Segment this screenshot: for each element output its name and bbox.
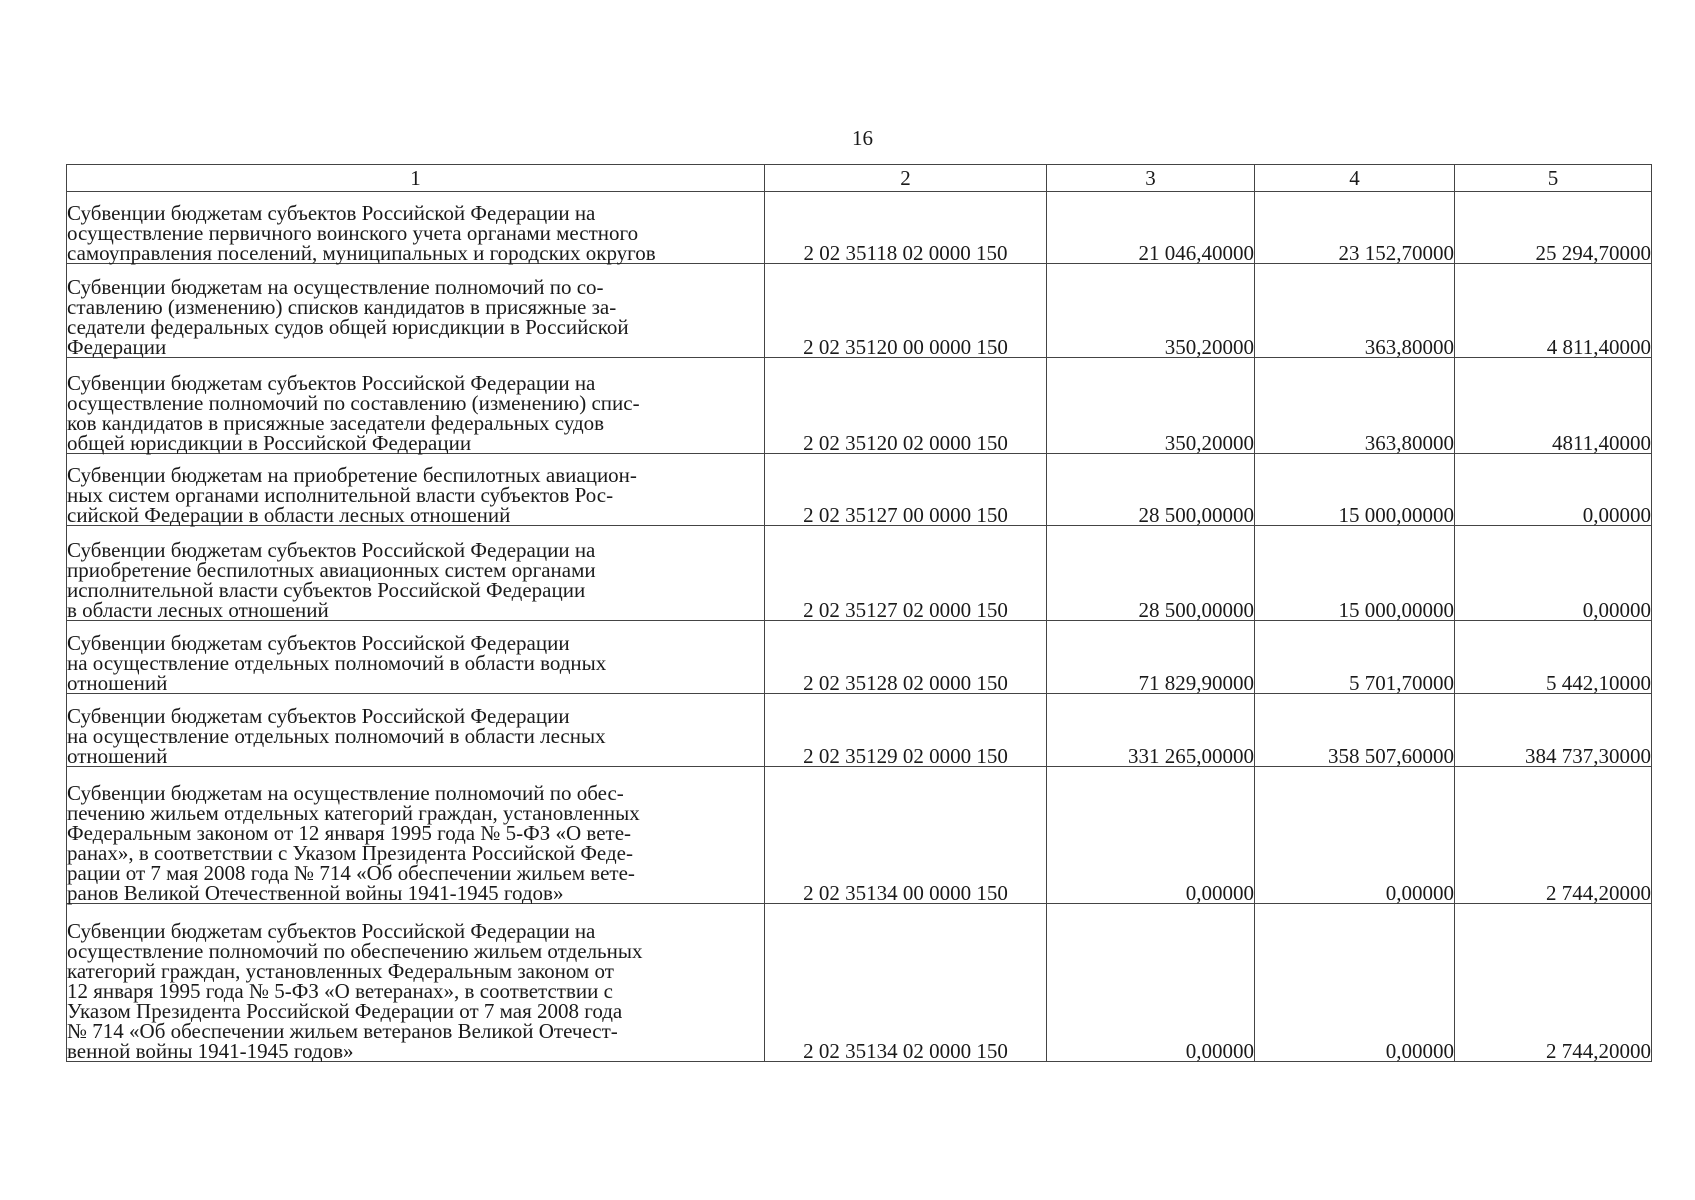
description-line: печению жильем отдельных категорий граждан, установленных [67,801,640,825]
description-line: рации от 7 мая 2008 года № 714 «Об обеспечении жильем вете- [67,861,635,885]
row-description [67,767,765,904]
value-col-3: 21 046,40000 [1047,192,1255,264]
row-description [67,904,765,1062]
column-header: 1 [67,165,765,192]
value-col-5: 384 737,30000 [1455,694,1652,767]
description-line: осуществление полномочий по составлению (изменению) спис- [67,391,640,415]
row-description [67,192,765,264]
value-col-3: 28 500,00000 [1047,454,1255,526]
description-line: общей юрисдикции в Российской Федерации [67,431,472,455]
value-col-3: 28 500,00000 [1047,526,1255,621]
description-line: седатели федеральных судов общей юрисдикции в Российской [67,315,629,339]
table-row [67,358,1652,454]
table-row [67,621,1652,694]
description-line: осуществление первичного воинского учета органами местного [67,221,639,245]
description-line: сийской Федерации в области лесных отношений [67,503,511,527]
budget-code: 2 02 35134 02 0000 150 [765,904,1047,1062]
value-col-5: 2 744,20000 [1455,767,1652,904]
value-col-3: 350,20000 [1047,264,1255,358]
description-line: отношений [67,744,168,768]
row-description [67,694,765,767]
value-col-5: 4811,40000 [1455,358,1652,454]
description-line: венной войны 1941-1945 годов» [67,1039,354,1063]
description-line: 12 января 1995 года № 5-ФЗ «О ветеранах», в соответствии с [67,979,613,1003]
description-line: осуществление полномочий по обеспечению жильем отдельных [67,939,643,963]
description-line: ставлению (изменению) списков кандидатов в присяжные за- [67,295,617,319]
value-col-4: 23 152,70000 [1255,192,1455,264]
row-description [67,621,765,694]
description-line: Субвенции бюджетам на осуществление полномочий по обес- [67,781,624,805]
description-line: ранов Великой Отечественной войны 1941-1945 годов» [67,881,564,905]
value-col-4: 15 000,00000 [1255,526,1455,621]
description-line: категорий граждан, установленных Федеральным законом от [67,959,614,983]
description-line: Субвенции бюджетам на приобретение беспилотных авиацион- [67,463,637,487]
description-line: приобретение беспилотных авиационных систем органами [67,558,596,582]
value-col-3: 331 265,00000 [1047,694,1255,767]
value-col-5: 25 294,70000 [1455,192,1652,264]
value-col-4: 363,80000 [1255,264,1455,358]
value-col-3: 350,20000 [1047,358,1255,454]
description-line: Субвенции бюджетам субъектов Российской Федерации [67,631,570,655]
value-col-5: 4 811,40000 [1455,264,1652,358]
value-col-5: 5 442,10000 [1455,621,1652,694]
budget-code: 2 02 35118 02 0000 150 [765,192,1047,264]
column-header: 3 [1047,165,1255,192]
column-header: 5 [1455,165,1652,192]
description-line: ранах», в соответствии с Указом Президента Российской Феде- [67,841,633,865]
page-number: 16 [852,126,873,150]
description-line: Субвенции бюджетам субъектов Российской Федерации на [67,538,596,562]
description-line: в области лесных отношений [67,598,329,622]
table-row [67,694,1652,767]
table-header-row [67,165,1652,192]
budget-code: 2 02 35120 02 0000 150 [765,358,1047,454]
description-line: самоуправления поселений, муниципальных и городских округов [67,241,656,265]
table-row [67,904,1652,1062]
value-col-4: 363,80000 [1255,358,1455,454]
column-header: 2 [765,165,1047,192]
description-line: отношений [67,671,168,695]
description-line: Субвенции бюджетам субъектов Российской Федерации на [67,201,596,225]
column-header: 4 [1255,165,1455,192]
budget-code: 2 02 35127 02 0000 150 [765,526,1047,621]
budget-code: 2 02 35134 00 0000 150 [765,767,1047,904]
description-line: ных систем органами исполнительной власти субъектов Рос- [67,483,614,507]
row-description [67,358,765,454]
value-col-5: 0,00000 [1455,526,1652,621]
budget-code: 2 02 35127 00 0000 150 [765,454,1047,526]
table-row [67,192,1652,264]
description-line: Субвенции бюджетам на осуществление полномочий по со- [67,275,604,299]
value-col-5: 2 744,20000 [1455,904,1652,1062]
value-col-3: 71 829,90000 [1047,621,1255,694]
description-line: № 714 «Об обеспечении жильем ветеранов Великой Отечест- [67,1019,618,1043]
table-row [67,264,1652,358]
table-row [67,526,1652,621]
budget-code: 2 02 35129 02 0000 150 [765,694,1047,767]
description-line: ков кандидатов в присяжные заседатели федеральных судов [67,411,605,435]
budget-code: 2 02 35120 00 0000 150 [765,264,1047,358]
description-line: на осуществление отдельных полномочий в области водных [67,651,607,675]
description-line: Субвенции бюджетам субъектов Российской Федерации на [67,919,596,943]
description-line: Субвенции бюджетам субъектов Российской Федерации на [67,371,596,395]
value-col-4: 0,00000 [1255,767,1455,904]
table-row [67,454,1652,526]
description-line: Федеральным законом от 12 января 1995 года № 5-ФЗ «О вете- [67,821,632,845]
row-description [67,454,765,526]
value-col-4: 15 000,00000 [1255,454,1455,526]
value-col-4: 0,00000 [1255,904,1455,1062]
budget-code: 2 02 35128 02 0000 150 [765,621,1047,694]
description-line: Федерации [67,335,167,359]
description-line: Указом Президента Российской Федерации от 7 мая 2008 года [67,999,623,1023]
table-row [67,767,1652,904]
row-description [67,264,765,358]
value-col-3: 0,00000 [1047,767,1255,904]
value-col-4: 358 507,60000 [1255,694,1455,767]
description-line: на осуществление отдельных полномочий в области лесных [67,724,606,748]
description-line: Субвенции бюджетам субъектов Российской Федерации [67,704,570,728]
row-description [67,526,765,621]
value-col-3: 0,00000 [1047,904,1255,1062]
value-col-5: 0,00000 [1455,454,1652,526]
value-col-4: 5 701,70000 [1255,621,1455,694]
description-line: исполнительной власти субъектов Российской Федерации [67,578,586,602]
budget-table [66,164,1652,1062]
